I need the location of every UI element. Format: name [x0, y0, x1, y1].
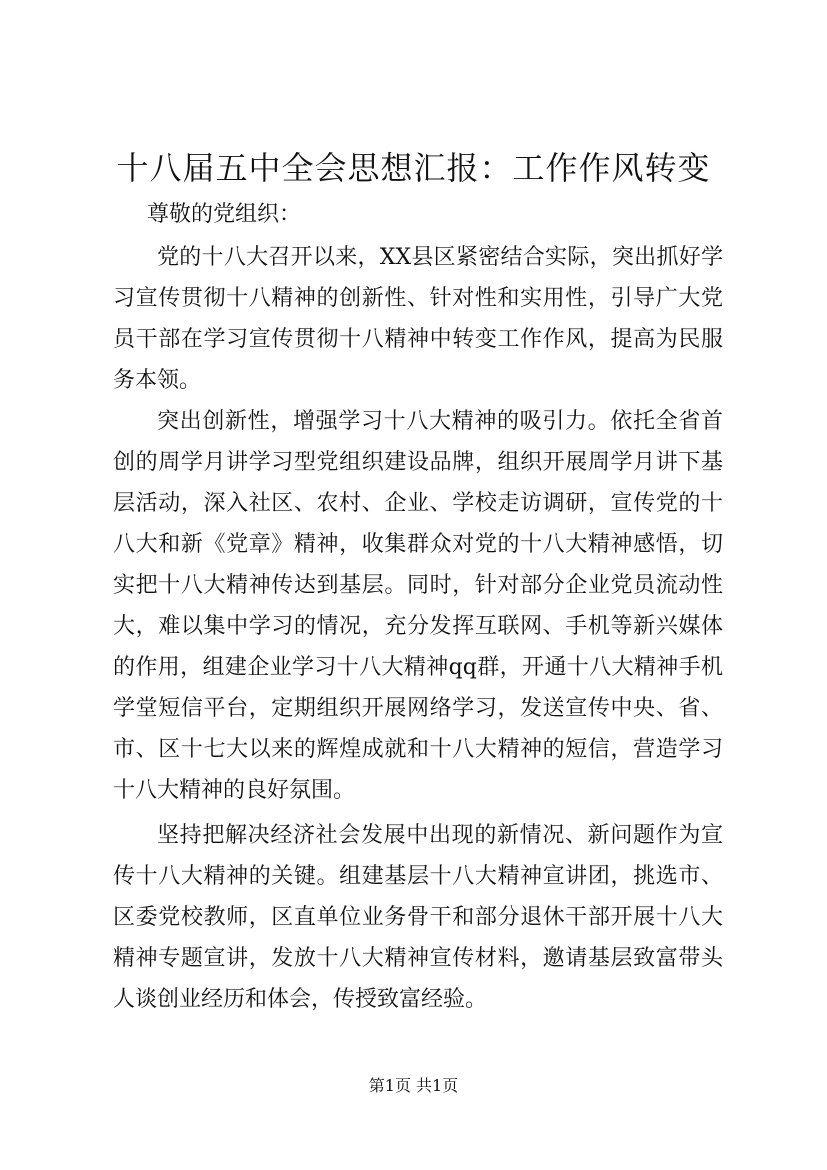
- body-paragraph: 突出创新性，增强学习十八大精神的吸引力。依托全省首创的周学月讲学习型党组织建设品牌，组织开展周学月讲下基层活动，深入社区、农村、企业、学校走访调研，宣传党的十八大和新《党章》精神，收集群众对党的十八大精神感悟，切实把十八大精神传达到基层。同时，针对部分企业党员流动性大，难以集中学习的情况，充分发挥互联网、手机等新兴媒体的作用，组建企业学习十八大精神qq群，开通十八大精神手机学堂短信平台，定期组织开展网络学习，发送宣传中央、省、市、区十七大以来的辉煌成就和十八大精神的短信，营造学习十八大精神的良好氛围。: [113, 409, 723, 803]
- body-paragraph: 党的十八大召开以来，XX县区紧密结合实际，突出抓好学习宣传贯彻十八精神的创新性、针对性和实用性，引导广大党员干部在学习宣传贯彻十八精神中转变工作作风，提高为民服务本领。: [113, 245, 723, 393]
- document-title: 十八届五中全会思想汇报：工作作风转变: [116, 149, 711, 187]
- salutation: 尊敬的党组织：: [147, 202, 302, 227]
- page-number-footer: 第1页 共1页: [368, 1076, 459, 1095]
- body-paragraph: 坚持把解决经济社会发展中出现的新情况、新问题作为宣传十八大精神的关键。组建基层十八大精神宣讲团，挑选市、区委党校教师，区直单位业务骨干和部分退休干部开展十八大精神专题宣讲，发放十八大精神宣传材料，邀请基层致富带头人谈创业经历和体会，传授致富经验。: [113, 823, 723, 1012]
